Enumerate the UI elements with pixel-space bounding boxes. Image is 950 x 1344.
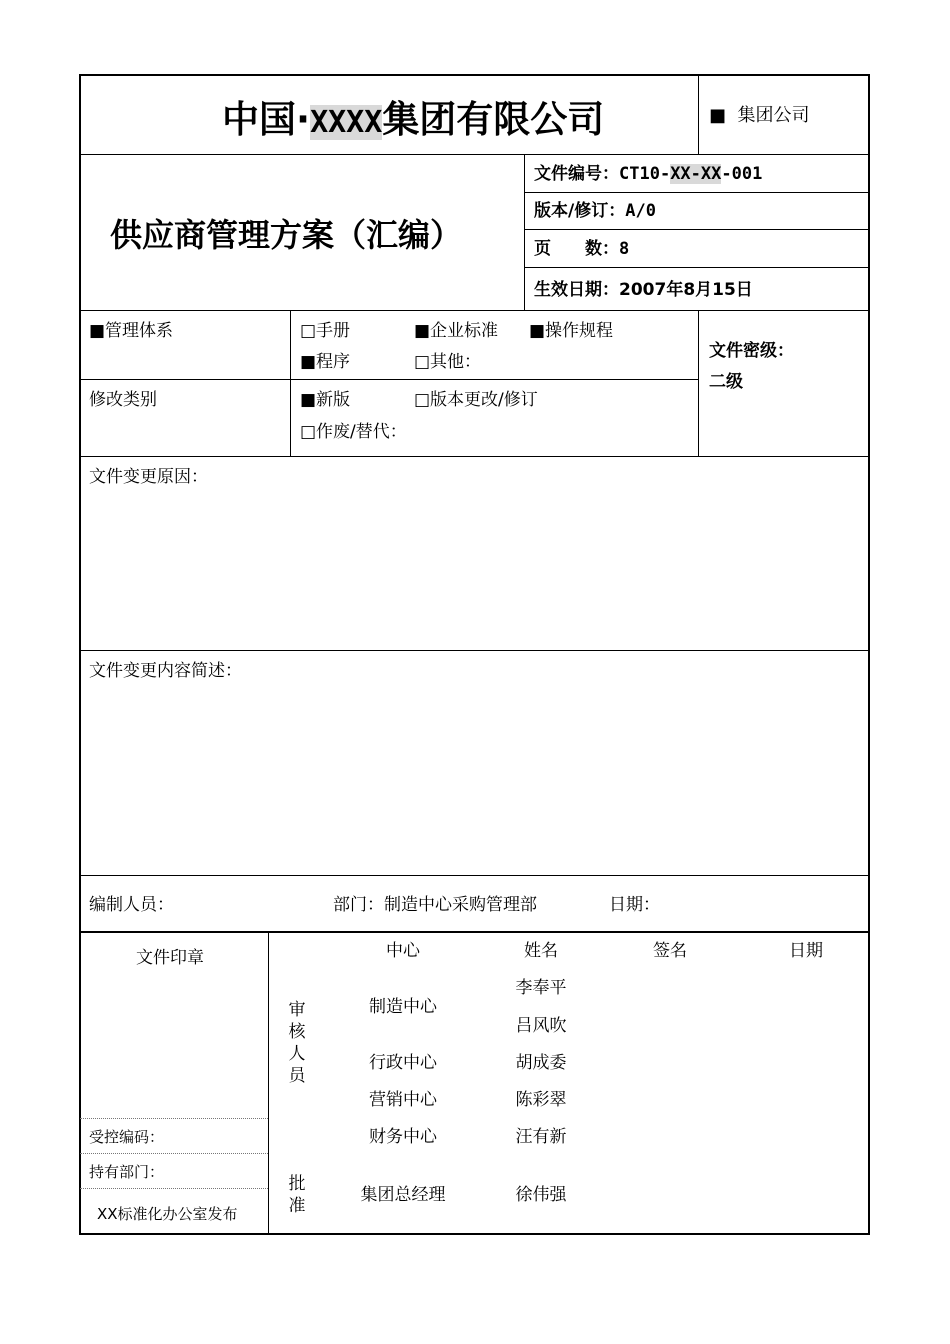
scope-mark: ■ [709,105,727,126]
approve-label: 批准 [288,1174,306,1216]
rule-version [524,229,869,230]
option-other[interactable]: □其他： [414,352,482,372]
reviewer-center: 营销中心 [369,1090,437,1110]
change-reason-label: 文件变更原因： [89,467,208,487]
rule-change-type [80,456,869,457]
scope-label: 集团公司 [737,105,810,126]
review-personnel-label: 审核人员 [288,1000,306,1086]
approver-name: 徐伟强 [515,1185,567,1205]
option-revision[interactable]: □版本更改/修订 [414,390,538,410]
reviewer-name: 胡成委 [515,1053,567,1073]
publisher-label: XX标准化办公室发布 [97,1205,238,1223]
document-pages: 页 数：8 [534,239,630,259]
rule-secrecy-split [698,310,699,456]
reviewer-name: 陈彩翠 [515,1090,567,1110]
reviewer-center: 财务中心 [369,1127,437,1147]
preparer-label: 编制人员： [89,895,174,915]
company-name [222,98,604,145]
rule-approval-split [268,931,269,1234]
document-version: 版本/修订：A/0 [534,201,656,221]
rule-header-split [698,75,699,154]
rule-header [80,154,869,155]
controlled-number-label: 受控编码： [89,1128,165,1146]
option-manual[interactable]: □手册 [300,321,351,341]
rule-holder-bottom [80,1188,268,1189]
reviewer-name: 汪有新 [515,1127,567,1147]
rule-docnum [524,192,869,193]
holder-department-label: 持有部门： [89,1163,165,1181]
option-new-version[interactable]: ■新版 [300,390,351,410]
secrecy-value: 二级 [709,372,743,392]
column-name: 姓名 [524,941,558,961]
column-center: 中心 [386,941,420,961]
change-summary-label: 文件变更内容简述： [89,661,242,681]
company-suffix: 集团有限公司 [382,98,605,141]
rule-seal-bottom [80,1118,268,1119]
column-date: 日期 [789,941,823,961]
approver-center: 集团总经理 [360,1185,446,1205]
document-effective-date: 生效日期：2007年8月15日 [534,280,753,300]
scope-checkbox [709,106,809,126]
column-signature: 签名 [653,941,687,961]
rule-controlled-bottom [80,1153,268,1154]
rule-title-split [524,154,525,310]
option-obsolete[interactable]: □作废/替代： [300,422,407,442]
rule-prepared [80,931,869,933]
reviewer-center: 制造中心 [369,997,437,1017]
department-label: 部门：制造中心采购管理部 [333,895,537,915]
reviewer-name: 吕风吹 [515,1016,567,1036]
document-number: 文件编号：CT10-XX-XX-001 [534,164,763,184]
rule-reason [80,650,869,651]
management-system-label: ■管理体系 [89,321,174,341]
option-enterprise-standard[interactable]: ■企业标准 [414,321,499,341]
reviewer-center: 行政中心 [369,1053,437,1073]
rule-summary [80,875,869,876]
rule-title-block [80,310,869,311]
secrecy-label: 文件密级： [709,341,794,361]
change-type-label: 修改类别 [89,390,157,410]
reviewer-name: 李奉平 [515,978,567,998]
seal-label: 文件印章 [136,948,204,968]
company-placeholder: XXXX [310,105,383,140]
prepared-date-label: 日期： [609,895,660,915]
document-title: 供应商管理方案（汇编） [110,216,463,254]
rule-system [80,379,699,380]
rule-pages [524,267,869,268]
option-procedure[interactable]: ■程序 [300,352,351,372]
rule-class-label-split [290,310,291,456]
company-prefix: 中国· [222,98,311,141]
option-operation-procedure[interactable]: ■操作规程 [529,321,614,341]
